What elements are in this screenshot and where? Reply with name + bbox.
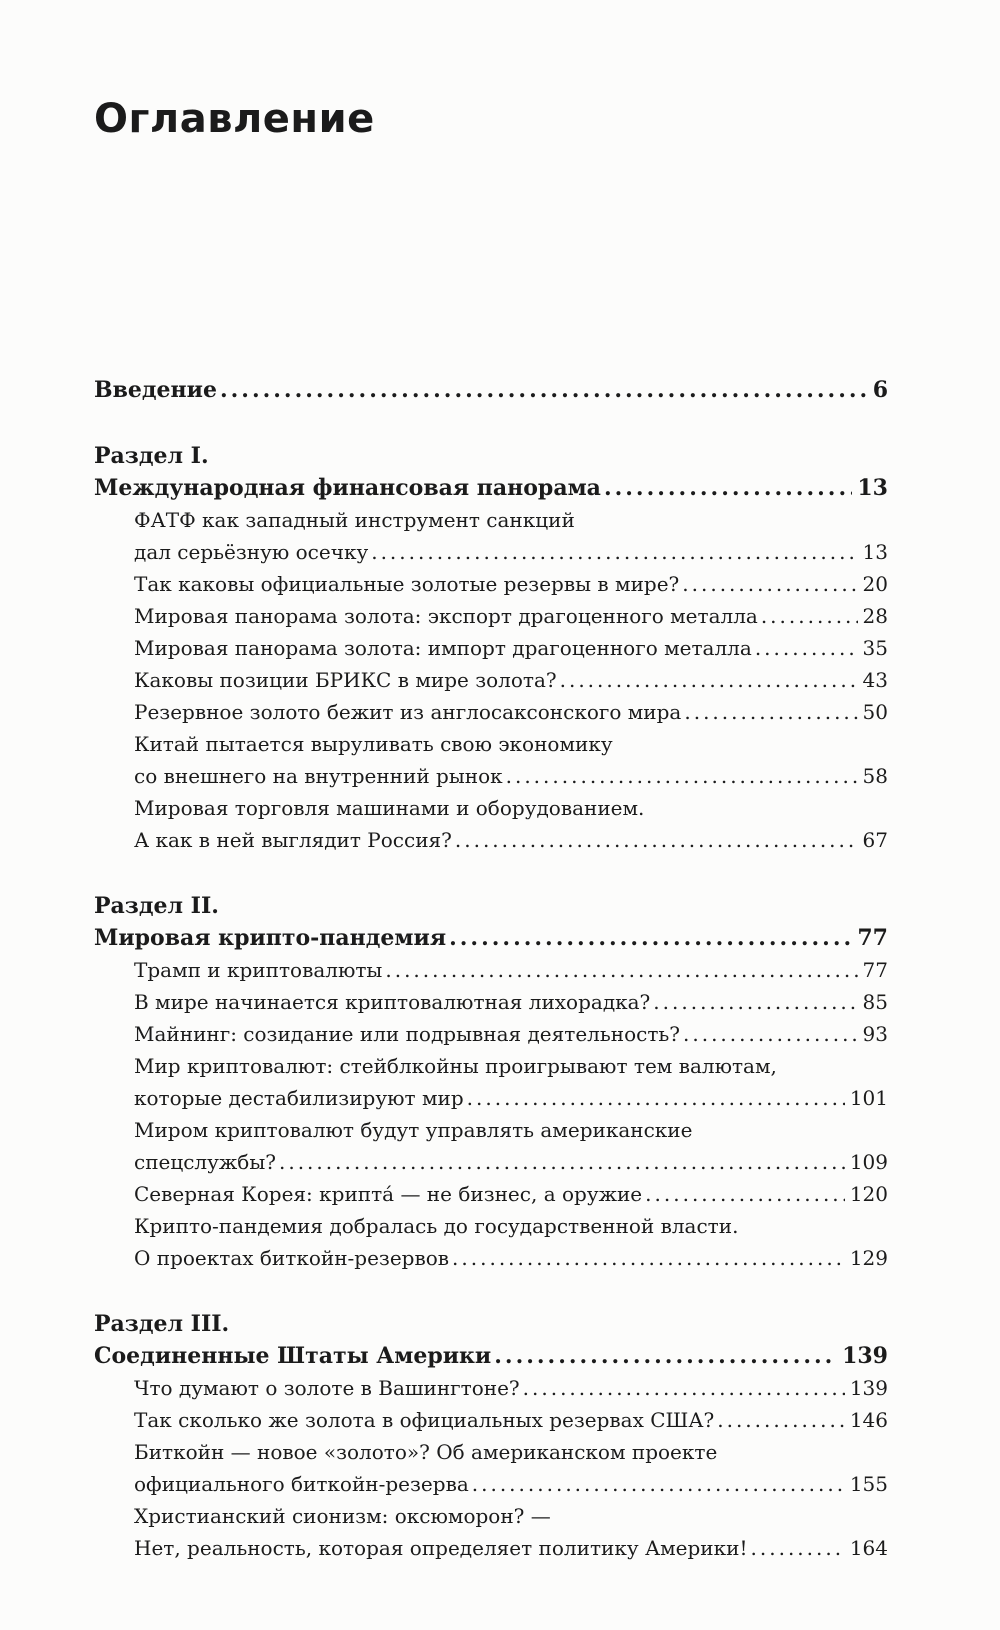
toc-entry-text: Резервное золото бежит из англосаксонского мира	[134, 700, 682, 724]
toc-page-number: 58	[862, 764, 888, 788]
page-title: Оглавление	[94, 96, 375, 142]
toc-page-number: 6	[872, 377, 888, 403]
toc-entry	[94, 374, 888, 406]
dot-leader	[220, 374, 868, 406]
toc-entry-text: Нет, реальность, которая определяет политику Америки!	[134, 1536, 748, 1560]
toc-entry	[94, 632, 888, 664]
dot-leader	[683, 1018, 858, 1050]
toc-entry-row	[134, 1178, 888, 1210]
toc-entry-text: Майнинг: созидание или подрывная деятельность?	[134, 1022, 680, 1046]
toc-entry-row	[134, 1242, 888, 1274]
toc-entry-text: Так каковы официальные золотые резервы в мире?	[134, 572, 680, 596]
toc-page-number: 93	[862, 1022, 888, 1046]
toc-entry-text: официального биткойн-резерва	[134, 1472, 469, 1496]
toc-entry	[94, 1178, 888, 1210]
toc-entry-text: Введение	[94, 377, 217, 403]
toc-entry-row	[134, 760, 888, 792]
toc-entry	[94, 728, 888, 792]
dot-leader	[684, 696, 857, 728]
toc-entry-text: ФАТФ как западный инструмент санкций	[134, 508, 575, 532]
toc-entry	[94, 696, 888, 728]
toc-entry-row	[94, 922, 888, 954]
toc-entry-row	[94, 374, 888, 406]
dot-leader	[560, 664, 858, 696]
toc-entry-row	[134, 1018, 888, 1050]
toc-entry-text: О проектах биткойн-резервов	[134, 1246, 450, 1270]
toc-entry-text: Китай пытается выруливать свою экономику	[134, 732, 613, 756]
toc-entry-text: Мировая панорама золота: импорт драгоценного металла	[134, 636, 752, 660]
toc-entry	[94, 986, 888, 1018]
toc-page-number: 28	[862, 604, 888, 628]
toc-entry-row	[134, 664, 888, 696]
toc-entry-row	[134, 696, 888, 728]
dot-leader	[645, 1178, 845, 1210]
table-of-contents	[94, 374, 888, 1564]
toc-entry-row	[134, 1146, 888, 1178]
dot-leader	[385, 954, 857, 986]
toc-entry	[94, 1372, 888, 1404]
toc-page-number: 155	[849, 1472, 888, 1496]
toc-page-number: 77	[857, 925, 888, 951]
toc-entry-text: со внешнего на внутренний рынок	[134, 764, 503, 788]
dot-leader	[455, 824, 858, 856]
toc-page-number: 101	[849, 1086, 888, 1110]
toc-page-number: 120	[849, 1182, 888, 1206]
toc-entry-row	[134, 1404, 888, 1436]
toc-entry-row	[94, 472, 888, 504]
dot-leader	[472, 1468, 845, 1500]
toc-page-number: 67	[862, 828, 888, 852]
dot-leader	[717, 1404, 845, 1436]
toc-entry-text: Биткойн — новое «золото»? Об американском проекте	[134, 1440, 718, 1464]
dot-leader	[279, 1146, 845, 1178]
toc-entry-row	[134, 824, 888, 856]
dot-leader	[449, 922, 852, 954]
toc-entry-text: Северная Корея: крипта́ — не бизнес, а оружие	[134, 1182, 643, 1206]
toc-section	[94, 1308, 888, 1564]
toc-entry-text: Соединенные Штаты Америки	[94, 1343, 492, 1369]
toc-entry	[94, 1500, 888, 1564]
toc-entry-row	[134, 600, 888, 632]
toc-entry-text: Мир криптовалют: стейблкойны проигрывают тем валютам,	[134, 1054, 777, 1078]
toc-entry	[94, 1340, 888, 1372]
toc-section	[94, 440, 888, 856]
toc-page-number: 109	[849, 1150, 888, 1174]
dot-leader	[682, 568, 857, 600]
toc-entry	[94, 664, 888, 696]
toc-page-number: 35	[862, 636, 888, 660]
toc-entry-row	[134, 954, 888, 986]
toc-entry-row	[134, 1468, 888, 1500]
toc-entry-text: спецслужбы?	[134, 1150, 276, 1174]
toc-entry	[94, 954, 888, 986]
section-label: Раздел III.	[94, 1311, 230, 1337]
dot-leader	[755, 632, 858, 664]
dot-leader	[506, 760, 858, 792]
toc-page-number: 146	[849, 1408, 888, 1432]
toc-entry-text: Так сколько же золота в официальных резервах США?	[134, 1408, 715, 1432]
toc-entry	[94, 1114, 888, 1178]
toc-page-number: 139	[849, 1376, 888, 1400]
toc-page-number: 139	[842, 1343, 888, 1369]
toc-entry	[94, 1210, 888, 1274]
toc-entry-row	[94, 1340, 888, 1372]
toc-entry-text: которые дестабилизируют мир	[134, 1086, 464, 1110]
dot-leader	[761, 600, 858, 632]
toc-entry-text: Мировая панорама золота: экспорт драгоценного металла	[134, 604, 758, 628]
toc-entry-row	[134, 632, 888, 664]
toc-section	[94, 890, 888, 1274]
toc-entry-text: А как в ней выглядит Россия?	[134, 828, 452, 852]
toc-page-number: 164	[849, 1536, 888, 1560]
toc-entry	[94, 600, 888, 632]
dot-leader	[751, 1532, 845, 1564]
toc-entry	[94, 1018, 888, 1050]
toc-entry-row	[134, 568, 888, 600]
toc-entry-row	[134, 1082, 888, 1114]
toc-entry-row	[134, 986, 888, 1018]
toc-entry	[94, 568, 888, 600]
toc-entry-text: Международная финансовая панорама	[94, 475, 601, 501]
dot-leader	[452, 1242, 845, 1274]
toc-entry-text: Трамп и криптовалюты	[134, 958, 383, 982]
toc-entry-text: Крипто-пандемия добралась до государственной власти.	[134, 1214, 739, 1238]
toc-page-number: 43	[862, 668, 888, 692]
toc-entry	[94, 1050, 888, 1114]
toc-entry-row	[134, 1532, 888, 1564]
toc-page-number: 129	[849, 1246, 888, 1270]
toc-entry-text: Христианский сионизм: оксюморон? —	[134, 1504, 551, 1528]
toc-entry	[94, 792, 888, 856]
toc-entry-text: Каковы позиции БРИКС в мире золота?	[134, 668, 557, 692]
toc-entry-text: Миром криптовалют будут управлять американские	[134, 1118, 693, 1142]
toc-page-number: 13	[862, 540, 888, 564]
toc-page-number: 85	[862, 990, 888, 1014]
toc-entry	[94, 472, 888, 504]
toc-entry-text: дал серьёзную осечку	[134, 540, 369, 564]
toc-entry	[94, 922, 888, 954]
dot-leader	[653, 986, 857, 1018]
toc-page-number: 20	[862, 572, 888, 596]
toc-page-number: 50	[862, 700, 888, 724]
dot-leader	[494, 1340, 837, 1372]
toc-entry-row	[134, 1372, 888, 1404]
section-label: Раздел II.	[94, 893, 219, 919]
toc-entry	[94, 504, 888, 568]
dot-leader	[523, 1372, 845, 1404]
toc-entry-text: Мировая торговля машинами и оборудованием.	[134, 796, 645, 820]
toc-entry-text: В мире начинается криптовалютная лихорадка?	[134, 990, 651, 1014]
dot-leader	[467, 1082, 845, 1114]
dot-leader	[371, 536, 857, 568]
toc-entry	[94, 1404, 888, 1436]
toc-entry-row	[134, 536, 888, 568]
section-label: Раздел I.	[94, 443, 209, 469]
toc-page-number: 13	[857, 475, 888, 501]
dot-leader	[604, 472, 852, 504]
toc-entry-text: Что думают о золоте в Вашингтоне?	[134, 1376, 520, 1400]
toc-page-number: 77	[862, 958, 888, 982]
toc-entry-text: Мировая крипто-пандемия	[94, 925, 447, 951]
toc-entry	[94, 1436, 888, 1500]
